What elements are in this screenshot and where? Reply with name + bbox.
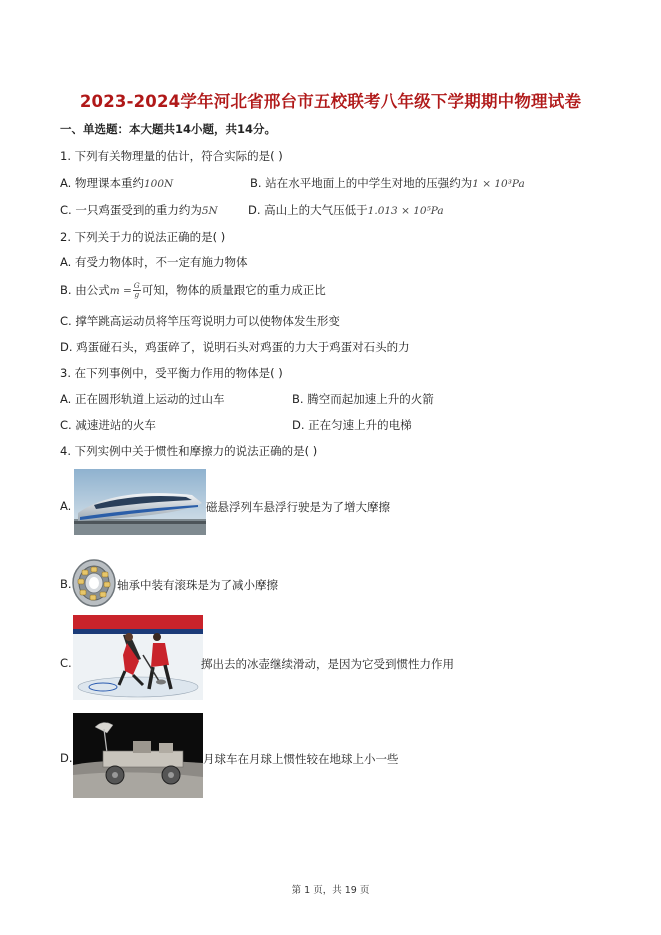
q4-option-b-letter[interactable]: B.: [60, 577, 72, 591]
section-mid: 小题，共: [191, 122, 238, 136]
q3-option-b[interactable]: B. 腾空而起加速上升的火箭: [292, 392, 434, 406]
q4-option-b-text[interactable]: 轴承中装有滚珠是为了减小摩擦: [117, 578, 278, 592]
q1-option-a-text: A. 物理课本重约: [60, 176, 144, 190]
q2-option-c[interactable]: C. 撑竿跳高运动员将竿压弯说明力可以使物体发生形变: [60, 314, 340, 328]
question-3-stem: 3. 在下列事例中，受平衡力作用的物体是( ): [60, 366, 283, 380]
section-heading: [60, 121, 276, 137]
formula-fraction: [133, 282, 141, 299]
q1-option-a[interactable]: [60, 175, 173, 191]
section-end: 分。: [253, 122, 277, 136]
question-4-stem: 4. 下列实例中关于惯性和摩擦力的说法正确的是( ): [60, 444, 318, 458]
q1-option-d-text: D. 高山上的大气压低于: [248, 203, 368, 217]
section-score: 14: [237, 122, 254, 136]
q4-option-a-letter[interactable]: A.: [60, 499, 72, 513]
q4-option-d-letter[interactable]: D.: [60, 751, 73, 765]
q2-option-b-after: 可知，物体的质量跟它的重力成正比: [141, 283, 326, 297]
q1-option-d[interactable]: [248, 202, 444, 218]
fraction-denominator: g: [134, 290, 140, 299]
q4-option-d-text[interactable]: 月球车在月球上惯性较在地球上小一些: [203, 752, 399, 766]
ball-bearing-image: [71, 558, 117, 608]
q2-option-b[interactable]: [60, 282, 326, 299]
question-1-stem: 1. 下列有关物理量的估计，符合实际的是( ): [60, 149, 283, 163]
page-footer: 第 1 页，共 19 页: [291, 885, 370, 896]
q1-option-c[interactable]: [60, 202, 218, 218]
q2-option-a[interactable]: A. 有受力物体时，不一定有施力物体: [60, 255, 248, 269]
lunar-rover-image: [73, 713, 203, 798]
q2-option-b-text: B. 由公式: [60, 283, 110, 297]
q3-option-d[interactable]: D. 正在匀速上升的电梯: [292, 418, 412, 432]
q1-option-a-math: 100N: [143, 178, 174, 190]
q2-option-b-math: m =: [109, 285, 132, 297]
q4-option-c-text[interactable]: 掷出去的冰壶继续滑动，是因为它受到惯性力作用: [201, 657, 454, 671]
q1-option-d-math: 1.013 × 10⁵Pa: [367, 205, 444, 217]
q1-option-b-math: 1 × 10³Pa: [472, 178, 525, 190]
question-2-stem: 2. 下列关于力的说法正确的是( ): [60, 230, 226, 244]
fraction-numerator: G: [133, 281, 140, 290]
curling-image: [73, 615, 203, 700]
q3-option-a[interactable]: A. 正在圆形轨道上运动的过山车: [60, 392, 225, 406]
page-title: 2023-2024学年河北省邢台市五校联考八年级下学期期中物理试卷: [79, 92, 582, 111]
section-count: 14: [175, 122, 192, 136]
q4-option-c-letter[interactable]: C.: [60, 656, 72, 670]
q1-option-c-math: 5N: [201, 205, 218, 217]
maglev-train-image: [74, 469, 206, 535]
q3-option-c[interactable]: C. 减速进站的火车: [60, 418, 156, 432]
section-label: 一、单选题：本大题共: [60, 122, 175, 136]
q1-option-c-text: C. 一只鸡蛋受到的重力约为: [60, 203, 202, 217]
q1-option-b[interactable]: [250, 175, 525, 191]
q1-option-b-text: B. 站在水平地面上的中学生对地的压强约为: [250, 176, 473, 190]
q4-option-a-text[interactable]: 磁悬浮列车悬浮行驶是为了增大摩擦: [206, 500, 390, 514]
q2-option-d[interactable]: D. 鸡蛋碰石头，鸡蛋碎了，说明石头对鸡蛋的力大于鸡蛋对石头的力: [60, 340, 410, 354]
